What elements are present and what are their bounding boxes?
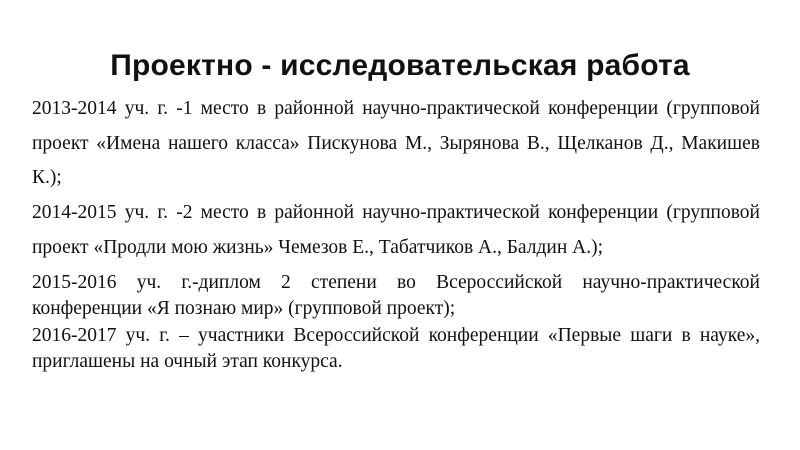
achievement-item-2015: 2015-2016 уч. г.-диплом 2 степени во Всероссийской научно-практической конференции «Я познаю мир» (групповой проект);	[32, 271, 760, 320]
achievement-item-2016: 2016-2017 уч. г. – участники Всероссийской конференции «Первые шаги в науке», приглашены на очный этап конкурса.	[32, 324, 760, 373]
achievements-list	[32, 92, 760, 376]
achievement-item-2014: 2014-2015 уч. г. -2 место в районной научно-практической конференции (групповой проект «Продли мою жизнь» Чемезов Е., Табатчиков А., Балдин А.);	[32, 202, 760, 258]
achievement-item-2013: 2013-2014 уч. г. -1 место в районной научно-практической конференции (групповой проект «Имена нашего класса» Пискунова М., Зырянова В., Щелканов Д., Макишев К.);	[32, 98, 760, 189]
slide-title: Проектно - исследовательская работа	[110, 49, 690, 82]
